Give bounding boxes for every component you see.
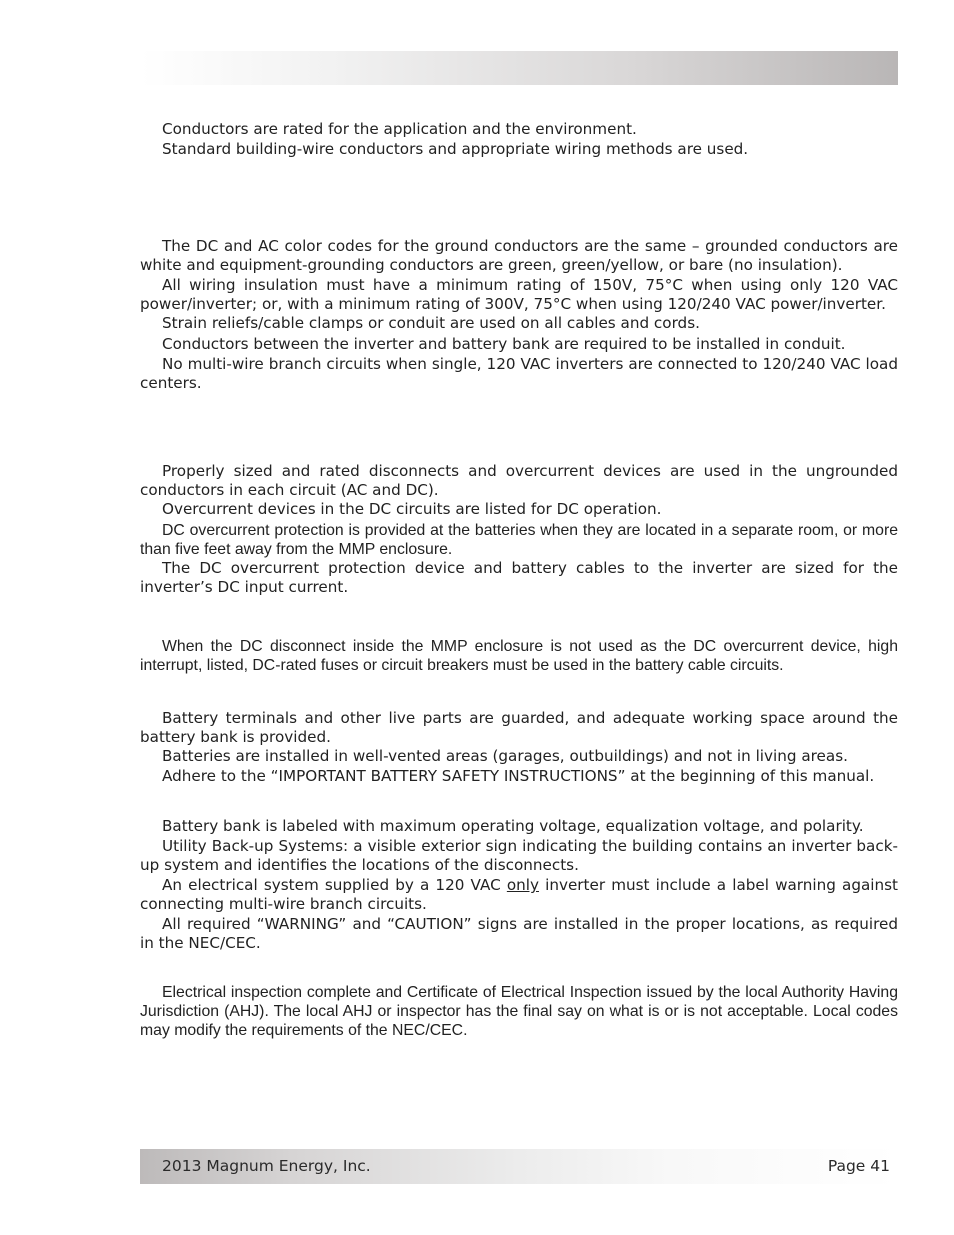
checklist-item-multi-wire-label (140, 876, 898, 914)
checklist-item-dc-disconnect: When the DC disconnect inside the MMP enclosure is not used as the DC overcurrent device, high interrupt, listed, DC-rated fuses or circuit breakers must be used in the battery cable circuits. (140, 638, 898, 674)
checklist-item-multi-wire: No multi-wire branch circuits when single, 120 VAC inverters are connected to 120/240 VAC load centers. (140, 355, 898, 392)
footer-company: 2013 Magnum Energy, Inc. (162, 1157, 371, 1175)
checklist-item-dc-protection: DC overcurrent protection is provided at the batteries when they are located in a separate room, or more than five feet away from the MMP enclosure. (140, 522, 898, 558)
checklist-item-conductors-rating: Conductors are rated for the application and the environment. (162, 120, 637, 138)
checklist-item-battery-vented: Batteries are installed in well-vented areas (garages, outbuildings) and not in living areas. (162, 747, 848, 765)
checklist-item-strain-reliefs: Strain reliefs/cable clamps or conduit are used on all cables and cords. (162, 314, 700, 332)
checklist-item-building-wire: Standard building-wire conductors and appropriate wiring methods are used. (162, 140, 749, 158)
page-number: Page 41 (827, 1157, 890, 1175)
checklist-item-safety-instructions: Adhere to the “IMPORTANT BATTERY SAFETY INSTRUCTIONS” at the beginning of this manual. (162, 767, 875, 785)
checklist-item-inspection: Electrical inspection complete and Certificate of Electrical Inspection issued by the local Authority Having Jurisdiction (AHJ). The local AHJ or inspector has the final say on what is or is not acceptable. Local codes may modify the requirements of the NEC/CEC. (140, 984, 898, 1039)
checklist-item-cable-sizing: The DC overcurrent protection device and battery cables to the inverter are sized for the inverter’s DC input current. (140, 559, 898, 596)
checklist-item-warning-signs: All required “WARNING” and “CAUTION” signs are installed in the proper locations, as required in the NEC/CEC. (140, 915, 898, 952)
checklist-item-color-codes: The DC and AC color codes for the ground conductors are the same – grounded conductors are white and equipment-grounding conductors are green, green/yellow, or bare (no insulation). (140, 237, 898, 274)
label-text-start: An electrical system supplied by a 120 VAC (162, 876, 507, 894)
label-text-end: inverter must include a label warning against connecting multi-wire branch circuits. (140, 876, 898, 913)
underlined-only: only (506, 876, 539, 894)
checklist-item-battery-label: Battery bank is labeled with maximum operating voltage, equalization voltage, and polarity. (162, 817, 864, 835)
header-bar (140, 51, 898, 85)
checklist-item-insulation-rating: All wiring insulation must have a minimum rating of 150V, 75°C when using only 120 VAC power/inverter; or, with a minimum rating of 300V, 75°C when using 120/240 VAC power/inverter. (140, 276, 898, 313)
checklist-item-disconnects: Properly sized and rated disconnects and overcurrent devices are used in the ungrounded conductors in each circuit (AC and DC). (140, 462, 898, 499)
checklist-item-exterior-sign: Utility Back-up Systems: a visible exterior sign indicating the building contains an inverter back-up system and identifies the locations of the disconnects. (140, 837, 898, 874)
checklist-item-conduit: Conductors between the inverter and battery bank are required to be installed in conduit. (162, 335, 846, 353)
checklist-item-battery-guarded: Battery terminals and other live parts are guarded, and adequate working space around the battery bank is provided. (140, 709, 898, 746)
checklist-item-dc-listed: Overcurrent devices in the DC circuits are listed for DC operation. (162, 500, 662, 518)
footer-bar (140, 1149, 898, 1184)
